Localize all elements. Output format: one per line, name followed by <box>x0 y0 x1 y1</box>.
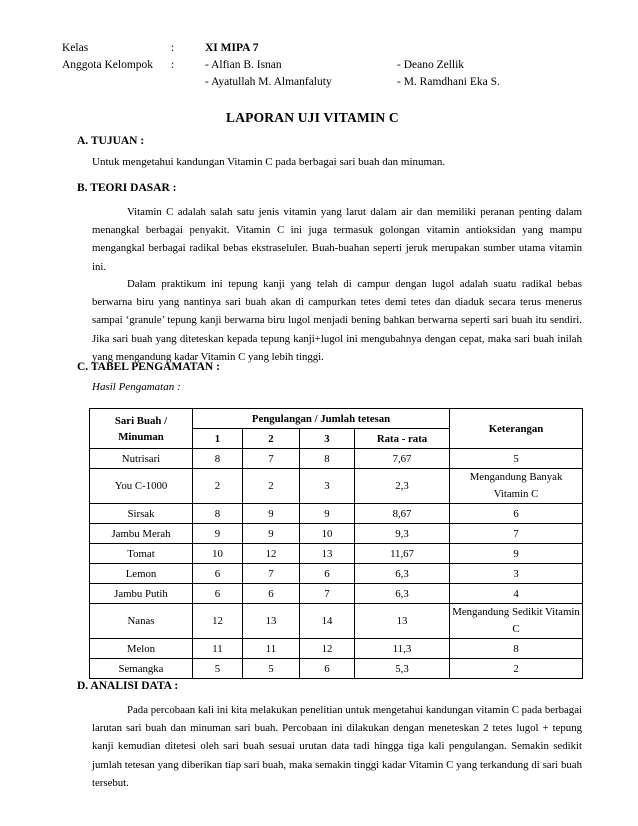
cell-v1: 6 <box>193 564 243 584</box>
cell-avg: 7,67 <box>355 449 450 469</box>
cell-v3: 3 <box>300 469 355 504</box>
cell-note: 4 <box>450 584 583 604</box>
cell-v3: 13 <box>300 544 355 564</box>
section-d-heading: D. ANALISI DATA : <box>77 680 179 692</box>
cell-name: Nutrisari <box>90 449 193 469</box>
table-row <box>90 449 583 469</box>
section-c-subheading: Hasil Pengamatan : <box>92 381 181 393</box>
cell-v3: 6 <box>300 564 355 584</box>
members-label: Anggota Kelompok <box>62 59 154 71</box>
col-header-group: Pengulangan / Jumlah tetesan <box>193 409 450 429</box>
cell-v2: 2 <box>243 469 300 504</box>
cell-v2: 9 <box>243 524 300 544</box>
section-b-paragraph-2: Dalam praktikum ini tepung kanji yang telah di campur dengan lugol adalah suatu radikal bebas berwarna biru yang nantinya sari buah akan di campurkan tetes demi tetes dan diaduk secara terus menerus sampai ‘granule’ tepung kanji berwarna biru lugol menjadi bening bahkan berwarna seperti sari buah itu sendiri. Jika sari buah yang diteteskan kepada tepung kanji+lugol ini mengubahnya dengan cepat, maka sari buah inilah yang mengandung kadar Vitamin C yang lebih tinggi. <box>92 278 582 363</box>
cell-v1: 9 <box>193 524 243 544</box>
member-name: - Alfian B. Isnan <box>205 59 282 71</box>
section-a-heading: A. TUJUAN : <box>77 135 145 147</box>
member-name: - Deano Zellik <box>397 59 465 71</box>
table-row <box>90 584 583 604</box>
cell-v1: 5 <box>193 659 243 679</box>
cell-avg: 2,3 <box>355 469 450 504</box>
cell-v2: 9 <box>243 504 300 524</box>
cell-avg: 6,3 <box>355 584 450 604</box>
cell-v1: 6 <box>193 584 243 604</box>
cell-note: 8 <box>450 639 583 659</box>
cell-avg: 6,3 <box>355 564 450 584</box>
table-row <box>90 639 583 659</box>
cell-note: 9 <box>450 544 583 564</box>
section-a-text: Untuk mengetahui kandungan Vitamin C pada berbagai sari buah dan minuman. <box>92 156 446 168</box>
cell-note: 2 <box>450 659 583 679</box>
cell-v2: 5 <box>243 659 300 679</box>
cell-avg: 11,3 <box>355 639 450 659</box>
section-b-heading: B. TEORI DASAR : <box>77 182 177 194</box>
table-row <box>90 659 583 679</box>
col-header-1: 1 <box>193 429 243 449</box>
member-name: - Ayatullah M. Almanfaluty <box>205 76 332 88</box>
members-colon: : <box>171 59 175 71</box>
class-colon: : <box>171 42 175 54</box>
section-b-paragraph-1: Vitamin C adalah salah satu jenis vitamin yang larut dalam air dan memiliki peranan penting dalam menangkal berbagai penyakit. Vitamin C ini juga termasuk golongan vitamin antioksidan yang mampu mengangkal berbagai radikal bebas ekstraseluler. Buah-buahan seperti jeruk merupakan sumber utama vitamin ini. <box>92 206 582 273</box>
cell-name: Melon <box>90 639 193 659</box>
cell-note: 7 <box>450 524 583 544</box>
cell-name: You C-1000 <box>90 469 193 504</box>
col-header-avg: Rata - rata <box>355 429 450 449</box>
class-label: Kelas <box>62 42 89 54</box>
table-row <box>90 524 583 544</box>
cell-v2: 7 <box>243 449 300 469</box>
col-header-note: Keterangan <box>450 409 583 449</box>
cell-name: Jambu Putih <box>90 584 193 604</box>
cell-v1: 11 <box>193 639 243 659</box>
table-row <box>90 504 583 524</box>
cell-avg: 8,67 <box>355 504 450 524</box>
cell-v1: 8 <box>193 449 243 469</box>
table-row <box>90 544 583 564</box>
cell-v3: 6 <box>300 659 355 679</box>
cell-v1: 2 <box>193 469 243 504</box>
section-d-paragraph-1: Pada percobaan kali ini kita melakukan penelitian untuk mengetahui kandungan vitamin C pada berbagai larutan sari buah dan minuman sari buah. Percobaan ini dilakukan dengan meneteskan 2 tetes lugol + tepung kanji kemudian ditetesi oleh sari buah sesuai urutan data tadi hingga tiga kali pengulangan. Semakin sedikit jumlah tetesan yang diberikan tiap sari buah, maka semakin tinggi kadar Vitamin C yang terkandung di sari buah tersebut. <box>92 704 582 789</box>
cell-v3: 14 <box>300 604 355 639</box>
col-header-2: 2 <box>243 429 300 449</box>
cell-v2: 6 <box>243 584 300 604</box>
cell-v3: 9 <box>300 504 355 524</box>
cell-v3: 12 <box>300 639 355 659</box>
cell-v1: 10 <box>193 544 243 564</box>
page-title: LAPORAN UJI VITAMIN C <box>226 110 399 125</box>
cell-note: 3 <box>450 564 583 584</box>
cell-avg: 13 <box>355 604 450 639</box>
cell-name: Tomat <box>90 544 193 564</box>
member-name: - M. Ramdhani Eka S. <box>397 76 500 88</box>
cell-v2: 11 <box>243 639 300 659</box>
table-row <box>90 469 583 504</box>
cell-name: Semangka <box>90 659 193 679</box>
cell-v1: 12 <box>193 604 243 639</box>
cell-name: Jambu Merah <box>90 524 193 544</box>
table-row <box>90 604 583 639</box>
cell-v2: 12 <box>243 544 300 564</box>
cell-note: Mengandung Banyak Vitamin C <box>450 469 583 504</box>
cell-note: 6 <box>450 504 583 524</box>
cell-name: Lemon <box>90 564 193 584</box>
observation-table <box>89 408 583 679</box>
cell-v3: 7 <box>300 584 355 604</box>
cell-v3: 10 <box>300 524 355 544</box>
cell-name: Sirsak <box>90 504 193 524</box>
cell-v2: 13 <box>243 604 300 639</box>
col-header-item: Sari Buah / Minuman <box>90 409 193 449</box>
cell-note: Mengandung Sedikit Vitamin C <box>450 604 583 639</box>
section-c-heading: C. TABEL PENGAMATAN : <box>77 361 220 373</box>
cell-v2: 7 <box>243 564 300 584</box>
cell-avg: 9,3 <box>355 524 450 544</box>
cell-name: Nanas <box>90 604 193 639</box>
col-header-3: 3 <box>300 429 355 449</box>
cell-v1: 8 <box>193 504 243 524</box>
cell-note: 5 <box>450 449 583 469</box>
cell-avg: 5,3 <box>355 659 450 679</box>
class-value: XI MIPA 7 <box>205 42 259 54</box>
cell-avg: 11,67 <box>355 544 450 564</box>
cell-v3: 8 <box>300 449 355 469</box>
table-row <box>90 564 583 584</box>
